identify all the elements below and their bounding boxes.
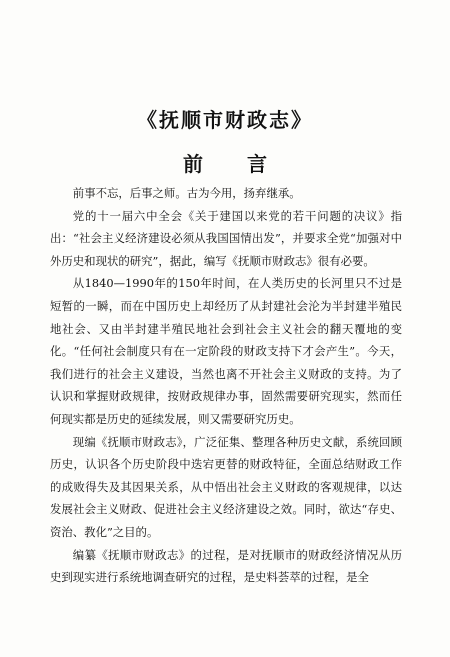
paragraph-5: 编纂《抚顺市财政志》的过程，是对抚顺市的财政经济情况从历史到现实进行系统地调查研究的过程，是史料荟萃的过程，是全 [50, 547, 402, 585]
preface-body [50, 182, 402, 589]
paragraph-2: 党的十一届六中全会《关于建国以来党的若干问题的决议》指出：“社会主义经济建设必须从我国国情出发”，并要求全党“加强对中外历史和现状的研究”，据此，编写《抚顺市财政志》很有必要。 [50, 208, 402, 268]
section-heading [0, 148, 450, 177]
heading-char-1: 前 [183, 152, 203, 176]
paragraph-1: 前事不忘，后事之师。古为今用，扬弃继承。 [72, 186, 301, 200]
paragraph-3: 从1840—1990年的150年时间，在人类历史的长河里只不过是短暂的一瞬，而在中国历史上却经历了从封建社会沦为半封建半殖民地社会、又由半封建半殖民地社会到社会主义社会的翻天覆地的变化。“任何社会制度只有在一定阶段的财政支持下才会产生”。今天，我们进行的社会主义建设，当然也离不开社会主义财政的支持。为了认识和掌握财政规律，按财政规律办事，固然需要研究现实，然而任何现实都是历史的延续发展，则又需要研究历史。 [50, 276, 402, 426]
document-title: 《抚顺市财政志》 [137, 108, 313, 132]
paragraph-4: 现编《抚顺市财政志》，广泛征集、整理各种历史文献，系统回顾历史，认识各个历史阶段中迭宕更替的财政特征，全面总结财政工作的成败得失及其因果关系，从中悟出社会主义财政的客观规律，以达发展社会主义财政、促进社会主义经济建设之效。同时，欲达“存史、资治、教化”之目的。 [50, 434, 402, 539]
heading-char-2: 言 [247, 152, 267, 176]
